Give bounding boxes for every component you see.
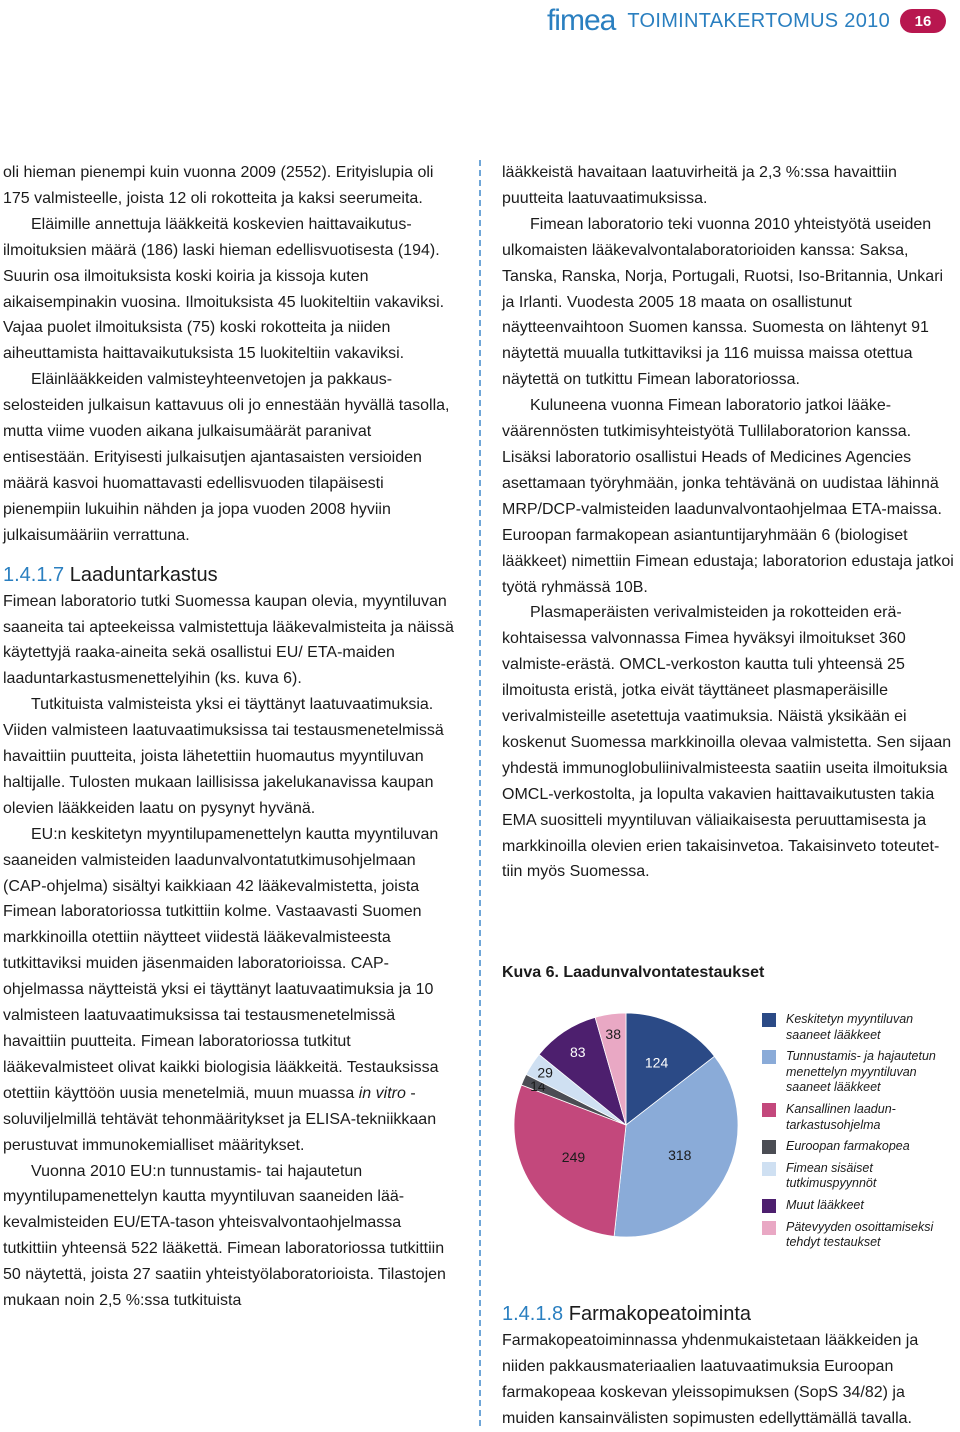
- legend-item: [762, 1198, 958, 1214]
- italic-text: in vitro: [358, 1084, 406, 1102]
- legend-item: [762, 1161, 958, 1192]
- right-column: [502, 160, 954, 885]
- paragraph: Farmakopeatoiminnassa yhdenmukaistetaan lääkkeiden ja niiden pakkausmateriaalien laatuvaatimuksia Euroopan farmakopeaa koskevan yleissopimuksen (SopS 34/82) ja muiden kansainvälisten sopimusten edellyttämällä tavalla.: [502, 1332, 919, 1427]
- chart-legend: [762, 1012, 958, 1257]
- pie-data-label: 124: [644, 1054, 669, 1071]
- paragraph: Eläinlääkkeiden valmisteyhteenvetojen ja pakkausselosteiden julkaisun kattavuus oli jo ennestään hyvällä tasolla, mutta viime vuoden aikana julkaisumäärät paranivat entisestään. Erityisesti julkaisutjen ajantasaisten versioiden määrä kasvoi huomattavasti edellisvuoden tilapäisesti pienempiin lukuihin nähden ja jopa vuoden 2008 hyviin julkaisumääriin verrattuna.: [3, 371, 450, 544]
- legend-item: [762, 1139, 958, 1155]
- legend-swatch: [762, 1199, 776, 1213]
- section-heading-laaduntarkastus: [3, 561, 459, 589]
- pie-data-label: 38: [605, 1026, 622, 1043]
- section-title: Farmakopeatoiminta: [568, 1303, 752, 1325]
- legend-swatch: [762, 1162, 776, 1176]
- legend-item: [762, 1102, 958, 1133]
- section-title: Laaduntarkastus: [69, 563, 218, 586]
- fimea-logo: fimea: [546, 4, 616, 37]
- legend-label: Kansallinen laaduntarkastusohjelma: [786, 1101, 896, 1132]
- report-title: TOIMINTAKERTOMUS 2010: [627, 9, 890, 32]
- section-number: 1.4.1.8: [502, 1303, 564, 1325]
- legend-label: Fimean sisäiset tutkimuspyynnöt: [786, 1160, 877, 1191]
- legend-swatch: [762, 1013, 776, 1027]
- paragraph: lääkkeistä havaitaan laatuvirheitä ja 2,3 %:ssa havaittiin puutteita laatuvaatimuksissa.: [502, 164, 897, 207]
- pie-data-label: 249: [561, 1149, 586, 1166]
- legend-swatch: [762, 1221, 776, 1235]
- pie-data-label: 29: [537, 1064, 553, 1081]
- section-heading-farmakopeatoiminta: [502, 1300, 954, 1328]
- legend-swatch: [762, 1103, 776, 1117]
- section-number: 1.4.1.7: [3, 563, 65, 586]
- paragraph: Eläimille annettuja lääkkeitä koskevien haittavaikutusilmoituksien määrä (186) laski hieman edellisvuotisesta (194). Suurin osa ilmoituksista koski koiria ja kissoja kuten aikaisempinakin vuosina. Ilmoituksista 45 luokiteltiin vakaviksi. Vajaa puolet ilmoituksista (75) koski rokotteita ja niiden aiheuttamista haittavaikutuksista 15 luokiteltiin vakaviksi.: [3, 215, 445, 363]
- paragraph: Tutkituista valmisteista yksi ei täyttänyt laatuvaatimuksia. Viiden valmisteen laatuvaatimuksissa tai testausmenetelmissä havaittiin puutteita, joista lähetettiin huomautus myyntiluvan haltijalle. Tulosten mukaan laillisissa jakelukanavissa kaupan olevien lääkkeiden laatu on pysynyt hyvänä.: [3, 696, 444, 817]
- pie-data-label: 318: [668, 1147, 692, 1164]
- legend-swatch: [762, 1140, 776, 1154]
- legend-label: Muut lääkkeet: [786, 1197, 864, 1212]
- legend-label: Keskitetyn myyntiluvan saaneet lääkkeet: [786, 1012, 914, 1042]
- paragraph: oli hieman pienempi kuin vuonna 2009 (2552). Erityislupia oli 175 valmisteelle, joista 12 oli rokotteita ja kaksi seerumeita.: [3, 164, 434, 207]
- figure-title: Kuva 6. Laadunvalvontatestaukset: [502, 964, 765, 981]
- legend-item: [762, 1012, 958, 1043]
- pie-data-label: 14: [530, 1077, 546, 1094]
- paragraph: Fimean laboratorio tutki Suomessa kaupan olevia, myyntiluvan saaneita tai apteekeissa valmistettuja lääkevalmisteita ja näissä käytettyjä raaka-aineita sekä osallistui EU/ ETA-maiden laaduntarkastusmenettelyihin (ks. kuva 6).: [3, 592, 454, 688]
- paragraph: Kuluneena vuonna Fimean laboratorio jatkoi lääkeväärennösten tutkimisyhteistyötä Tullilaboratorion kanssa. Lisäksi laboratorio osallistui Heads of Medicines Agencies asettamaan työryhmään, jonka tehtävänä on uudistaa lähinnä MRP/DCP-valmisteiden laadunvalvontaohjelmaa ETA-maissa. Euroopan farmakopean asiantuntijaryhmään 6 (biologiset lääkkeet) nimettiin Fimean edustaja; laboratorion edustaja jatkoi työtä ryhmässä 10B.: [502, 397, 954, 596]
- text-run: -soluviljelmillä tehtävät tehonmääritykset ja ELISA-tekniikkaan perustuvat immunokemialliset määritykset.: [3, 1084, 437, 1154]
- pie-chart: [495, 1005, 757, 1245]
- page-header: [547, 4, 946, 38]
- legend-item: [762, 1220, 958, 1251]
- pie-data-label: 83: [570, 1044, 586, 1061]
- paragraph: Fimean laboratorio teki vuonna 2010 yhteistyötä useiden ulkomaisten lääkevalvontalaboratorioiden kanssa: Saksa, Tanska, Ranska, Norja, Portugali, Ruotsi, Iso-Britannia, Unkari ja Irlanti. Vuodesta 2005 18 maata on osallistunut näytteenvaihtoon Suomen kanssa. Suomesta on lähtenyt 91 näytettä muualla tutkittaviksi ja 116 muissa maissa otettua näytettä on tutkittu Fimean laboratoriossa.: [502, 215, 944, 389]
- left-column: [3, 160, 459, 1314]
- legend-label: Tunnustamis- ja hajautetun menettelyn myyntiluvan saaneet lääkkeet: [786, 1049, 936, 1095]
- legend-label: Pätevyyden osoittamiseksi tehdyt testaukset: [786, 1219, 934, 1250]
- paragraph: Plasmaperäisten verivalmisteiden ja rokotteiden eräkohtaisessa valvonnassa Fimea hyväksyi ilmoitukset 360 valmiste-erästä. OMCL-verkoston kautta tuli yhteensä 25 ilmoitusta eristä, jotka eivät täyttäneet plasmaperäisille verivalmisteille asetettuja vaatimuksia. Näistä yksikään ei koskenut Suomessa markkinoilla olevaa valmistetta. Sen sijaan yhdestä immunoglobuliinivalmisteesta saatiin useita ilmoituksia OMCL-verkostolta, ja lopulta vakavien haittavaikutusten takia EMA suositteli myyntiluvan väliaikaisesta peruuttamisesta ja markkinoilla olevien erien takaisinvetoa. Takaisinveto toteutettiin myös Suomessa.: [502, 604, 952, 881]
- page-number-badge: 16: [900, 9, 946, 33]
- text-run: EU:n keskitetyn myyntilupamenettelyn kautta myyntiluvan saaneiden valmisteiden laadunvalvontatutkimusohjelmaan (CAP-ohjelma) sisältyi kaikkiaan 42 lääkevalmistetta, joista Fimean laboratoriossa tutkittiin kolme. Vastaavasti Suomen markkinoilla otettiin näytteet viidestä lääkevalmisteesta tutkittaviksi muiden jäsenmaiden laboratorioissa. CAP-ohjelmassa näytteistä yksi ei täyttänyt laatuvaatimuksia ja 10 valmisteen laatuvaatimuksissa tai testausmenetelmissä havaittiin puutteita. Fimean laboratoriossa tutkitut lääkevalmisteet olivat kaikki biologisia lääkkeitä. Testauksissa otettiin käyttöön uusia menetelmiä, muun muassa: [3, 825, 439, 1102]
- legend-label: Euroopan farmakopea: [786, 1139, 910, 1154]
- legend-item: [762, 1049, 958, 1096]
- section-farmakopeatoiminta: [502, 1300, 954, 1432]
- column-divider: [479, 160, 481, 1426]
- paragraph: [3, 822, 459, 1159]
- paragraph: Vuonna 2010 EU:n tunnustamis- tai hajautetun myyntilupamenettelyn kautta myyntiluvan saaneiden lääkevalmisteiden EU/ETA-tason yhteisvalvontaohjelmassa tutkittiin yhteensä 522 lääkettä. Fimean laboratoriossa tutkittiin 50 näytettä, joista 27 saatiin yhteistyölaboratorioista. Tilastojen mukaan noin 2,5 %:ssa tutkituista: [3, 1162, 446, 1310]
- legend-swatch: [762, 1050, 776, 1064]
